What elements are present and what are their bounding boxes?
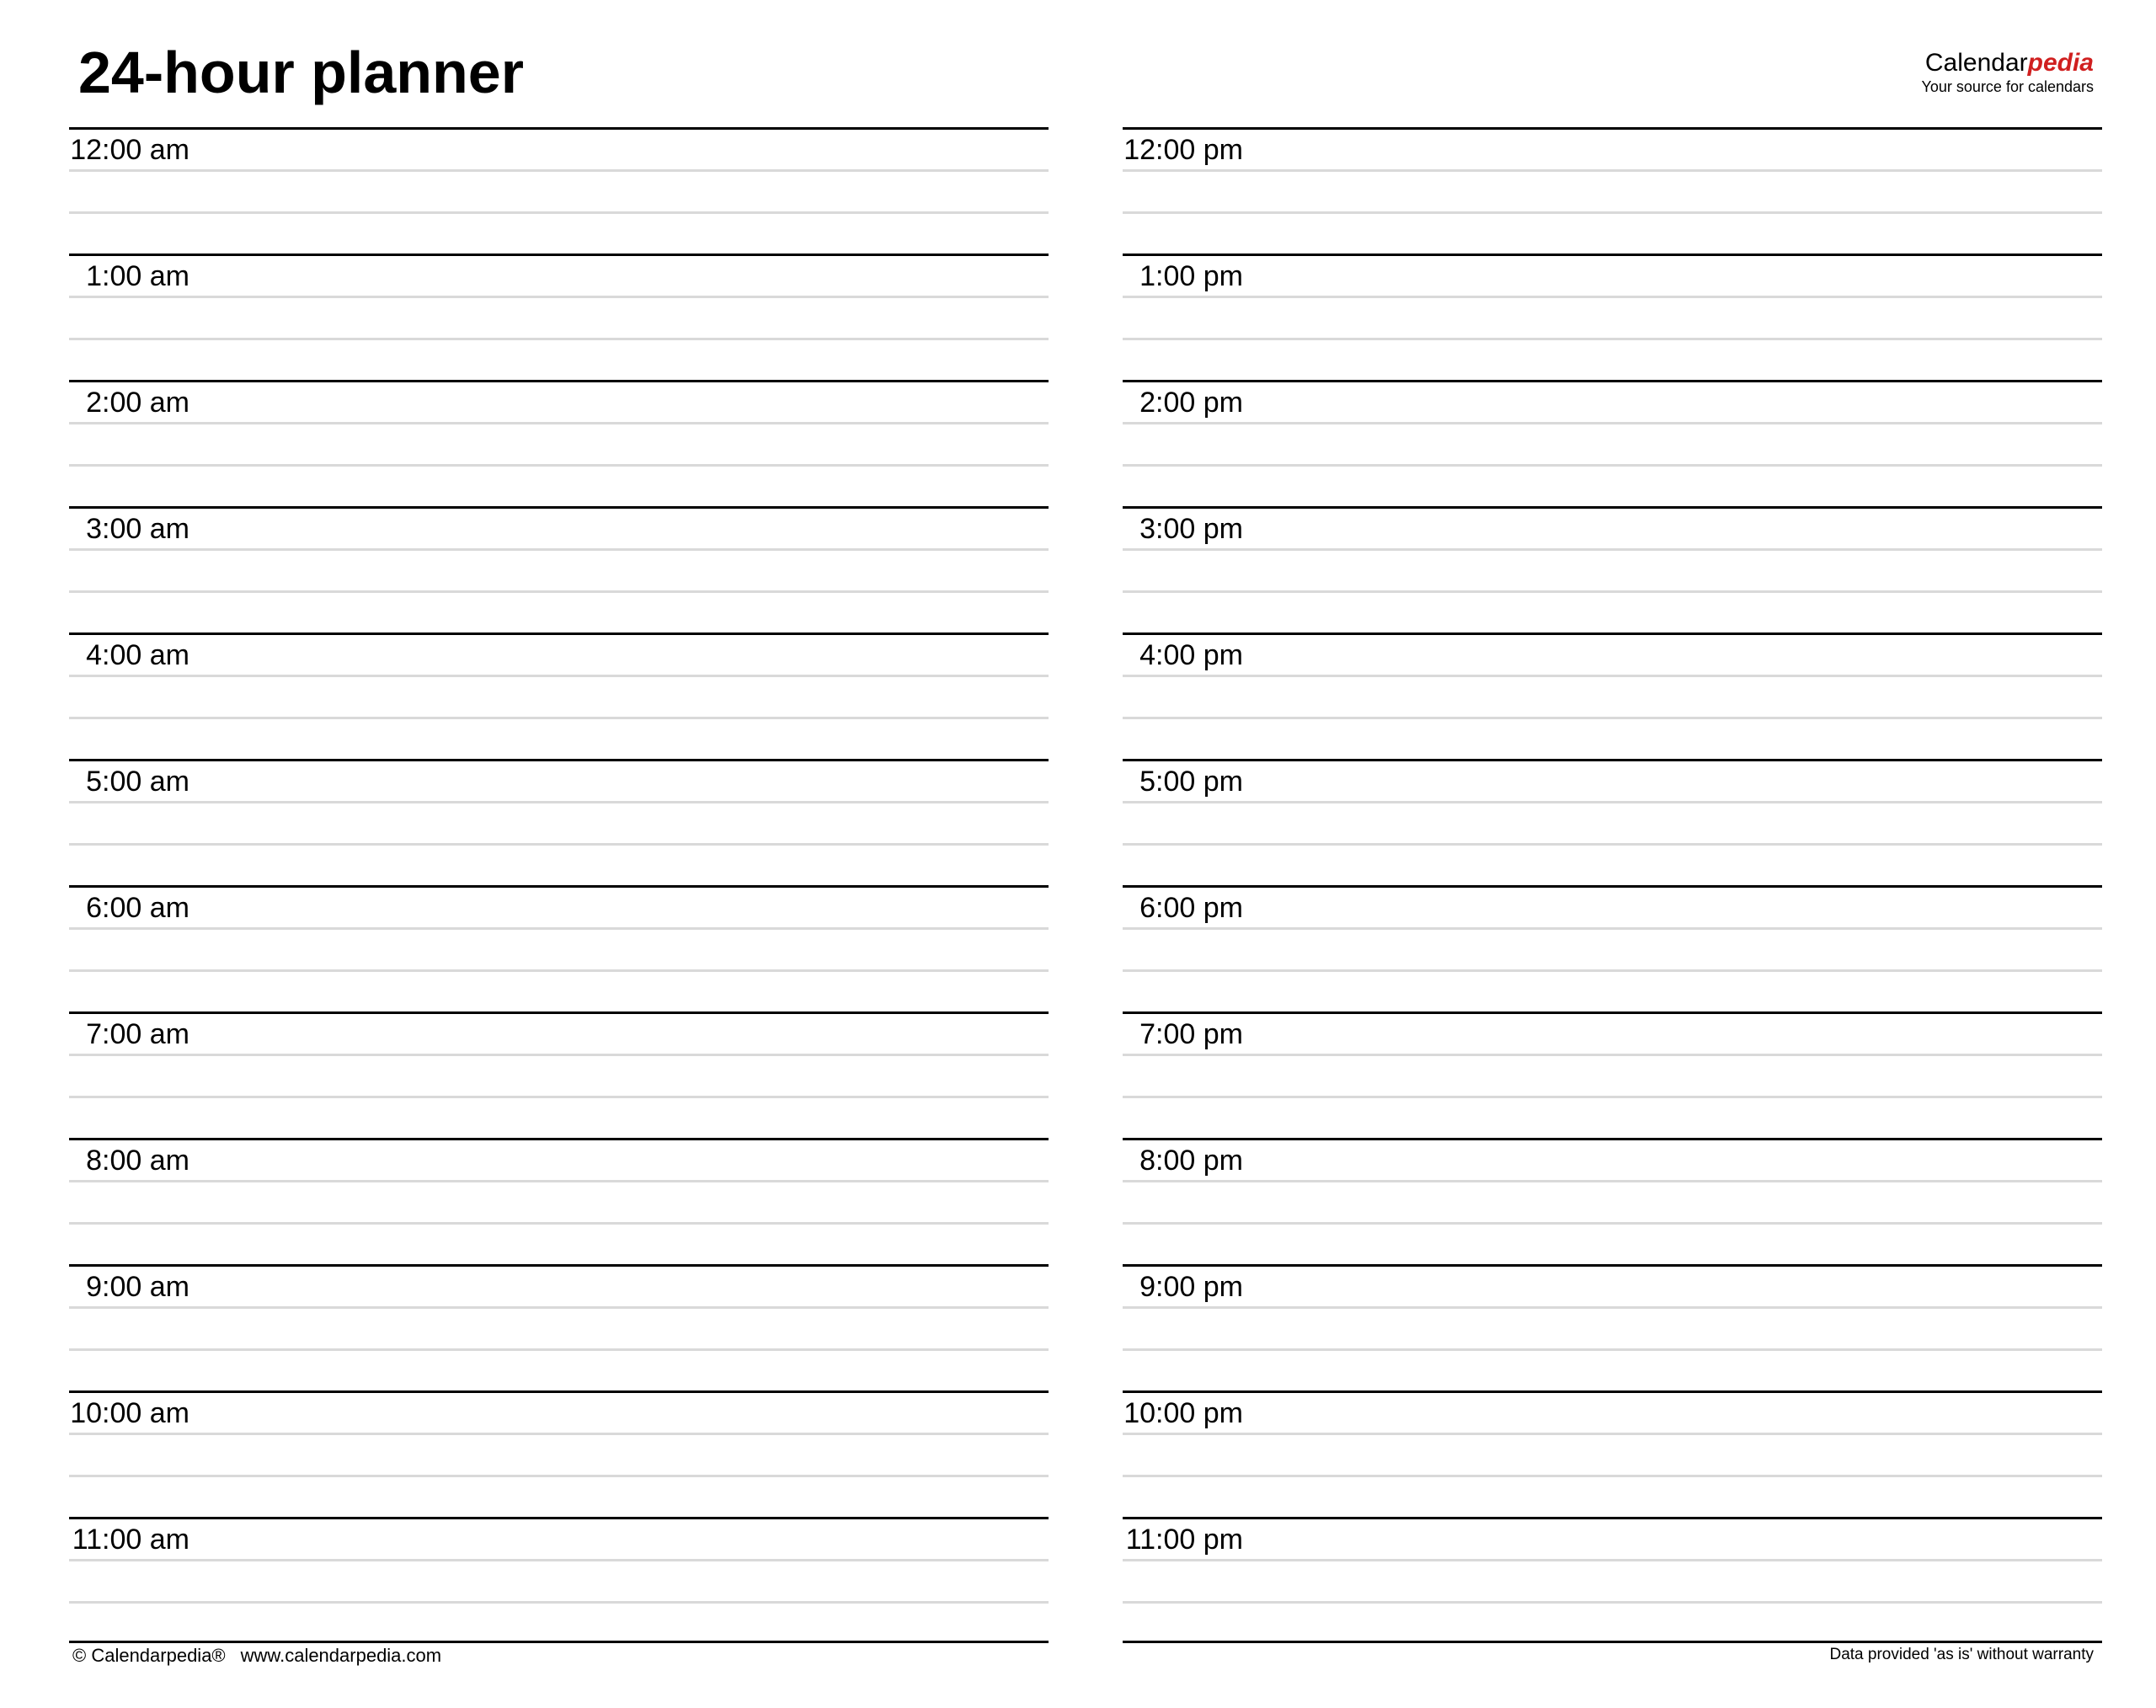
- note-line: [69, 1180, 1049, 1182]
- note-line: [1123, 211, 2102, 214]
- hour-block[interactable]: [69, 1517, 1049, 1643]
- note-line: [1123, 1601, 2102, 1604]
- note-line: [69, 801, 1049, 803]
- note-line: [1123, 169, 2102, 172]
- note-line: [1123, 1222, 2102, 1225]
- hour-block[interactable]: [1123, 1517, 2102, 1643]
- note-line: [69, 464, 1049, 467]
- brand-tagline: Your source for calendars: [1921, 78, 2094, 95]
- hour-label: 10:00 pm: [1123, 1397, 1243, 1429]
- hour-label: 9:00 am: [86, 1271, 189, 1303]
- note-line: [1123, 1054, 2102, 1056]
- note-line: [1123, 969, 2102, 972]
- hour-block[interactable]: [1123, 506, 2102, 632]
- hour-block[interactable]: [69, 759, 1049, 885]
- note-line: [69, 717, 1049, 719]
- note-line: [1123, 296, 2102, 298]
- hour-block[interactable]: [69, 885, 1049, 1011]
- hour-block[interactable]: [1123, 885, 2102, 1011]
- note-line: [69, 843, 1049, 846]
- note-line: [1123, 1180, 2102, 1182]
- column-bottom-rule: [1123, 1641, 2102, 1643]
- footer-disclaimer: Data provided 'as is' without warranty: [1829, 1646, 2094, 1663]
- note-line: [69, 675, 1049, 677]
- column-bottom-rule: [69, 1641, 1049, 1643]
- hour-block[interactable]: [1123, 380, 2102, 506]
- note-line: [69, 169, 1049, 172]
- hour-label: 1:00 am: [86, 260, 189, 292]
- note-line: [69, 590, 1049, 593]
- hour-label: 2:00 am: [86, 387, 189, 419]
- note-line: [1123, 1559, 2102, 1561]
- note-line: [1123, 338, 2102, 340]
- note-line: [1123, 843, 2102, 846]
- page-title: 24-hour planner: [78, 40, 524, 105]
- note-line: [69, 1348, 1049, 1351]
- note-line: [1123, 1096, 2102, 1098]
- hour-label: 6:00 am: [86, 892, 189, 924]
- note-line: [1123, 1306, 2102, 1309]
- hour-label: 3:00 am: [86, 513, 189, 545]
- note-line: [1123, 1433, 2102, 1435]
- hour-label: 7:00 pm: [1139, 1018, 1243, 1050]
- brand-name-accent: pedia: [2027, 49, 2094, 77]
- hour-block[interactable]: [1123, 1138, 2102, 1264]
- hour-block[interactable]: [1123, 127, 2102, 254]
- hour-label: 1:00 pm: [1139, 260, 1243, 292]
- hour-label: 2:00 pm: [1139, 387, 1243, 419]
- note-line: [1123, 548, 2102, 551]
- note-line: [1123, 590, 2102, 593]
- hour-block[interactable]: [69, 1264, 1049, 1390]
- hour-label: 8:00 pm: [1139, 1145, 1243, 1177]
- hour-label: 5:00 am: [86, 766, 189, 798]
- hour-label: 8:00 am: [86, 1145, 189, 1177]
- hour-block[interactable]: [1123, 1011, 2102, 1138]
- hour-block[interactable]: [69, 506, 1049, 632]
- hour-block[interactable]: [69, 380, 1049, 506]
- hour-label: 11:00 pm: [1125, 1524, 1243, 1556]
- hour-label: 10:00 am: [70, 1397, 189, 1429]
- note-line: [1123, 927, 2102, 930]
- brand-logo: [1922, 49, 2094, 96]
- hour-block[interactable]: [69, 632, 1049, 759]
- note-line: [69, 1096, 1049, 1098]
- hour-label: 3:00 pm: [1139, 513, 1243, 545]
- hour-block[interactable]: [69, 254, 1049, 380]
- brand-name: [1922, 49, 2094, 77]
- note-line: [69, 338, 1049, 340]
- note-line: [69, 1306, 1049, 1309]
- hour-label: 11:00 am: [72, 1524, 189, 1556]
- hour-block[interactable]: [69, 1138, 1049, 1264]
- footer-copyright: © Calendarpedia®: [72, 1645, 226, 1666]
- note-line: [69, 296, 1049, 298]
- hour-label: 4:00 pm: [1139, 639, 1243, 671]
- hour-block[interactable]: [69, 1011, 1049, 1138]
- note-line: [1123, 717, 2102, 719]
- note-line: [1123, 675, 2102, 677]
- note-line: [69, 1475, 1049, 1477]
- pm-column: [1123, 127, 2102, 1643]
- hour-label: 9:00 pm: [1139, 1271, 1243, 1303]
- hour-label: 5:00 pm: [1139, 766, 1243, 798]
- hour-label: 4:00 am: [86, 639, 189, 671]
- am-column: [69, 127, 1049, 1643]
- note-line: [69, 1054, 1049, 1056]
- hour-label: 12:00 am: [70, 134, 189, 166]
- note-line: [1123, 801, 2102, 803]
- hour-block[interactable]: [1123, 759, 2102, 885]
- note-line: [69, 211, 1049, 214]
- hour-label: 6:00 pm: [1139, 892, 1243, 924]
- hour-block[interactable]: [1123, 1390, 2102, 1517]
- note-line: [69, 1433, 1049, 1435]
- note-line: [69, 422, 1049, 424]
- note-line: [69, 1601, 1049, 1604]
- note-line: [69, 1222, 1049, 1225]
- footer-credit: [72, 1644, 441, 1668]
- note-line: [1123, 1475, 2102, 1477]
- hour-block[interactable]: [69, 127, 1049, 254]
- hour-block[interactable]: [1123, 632, 2102, 759]
- hour-block[interactable]: [69, 1390, 1049, 1517]
- note-line: [1123, 464, 2102, 467]
- hour-label: 12:00 pm: [1123, 134, 1243, 166]
- brand-name-main: Calendar: [1924, 49, 2028, 77]
- note-line: [69, 969, 1049, 972]
- hour-block[interactable]: [1123, 1264, 2102, 1390]
- hour-label: 7:00 am: [86, 1018, 189, 1050]
- note-line: [69, 548, 1049, 551]
- note-line: [69, 927, 1049, 930]
- footer-website-link[interactable]: www.calendarpedia.com: [240, 1645, 442, 1666]
- note-line: [1123, 1348, 2102, 1351]
- note-line: [1123, 422, 2102, 424]
- note-line: [69, 1559, 1049, 1561]
- hour-block[interactable]: [1123, 254, 2102, 380]
